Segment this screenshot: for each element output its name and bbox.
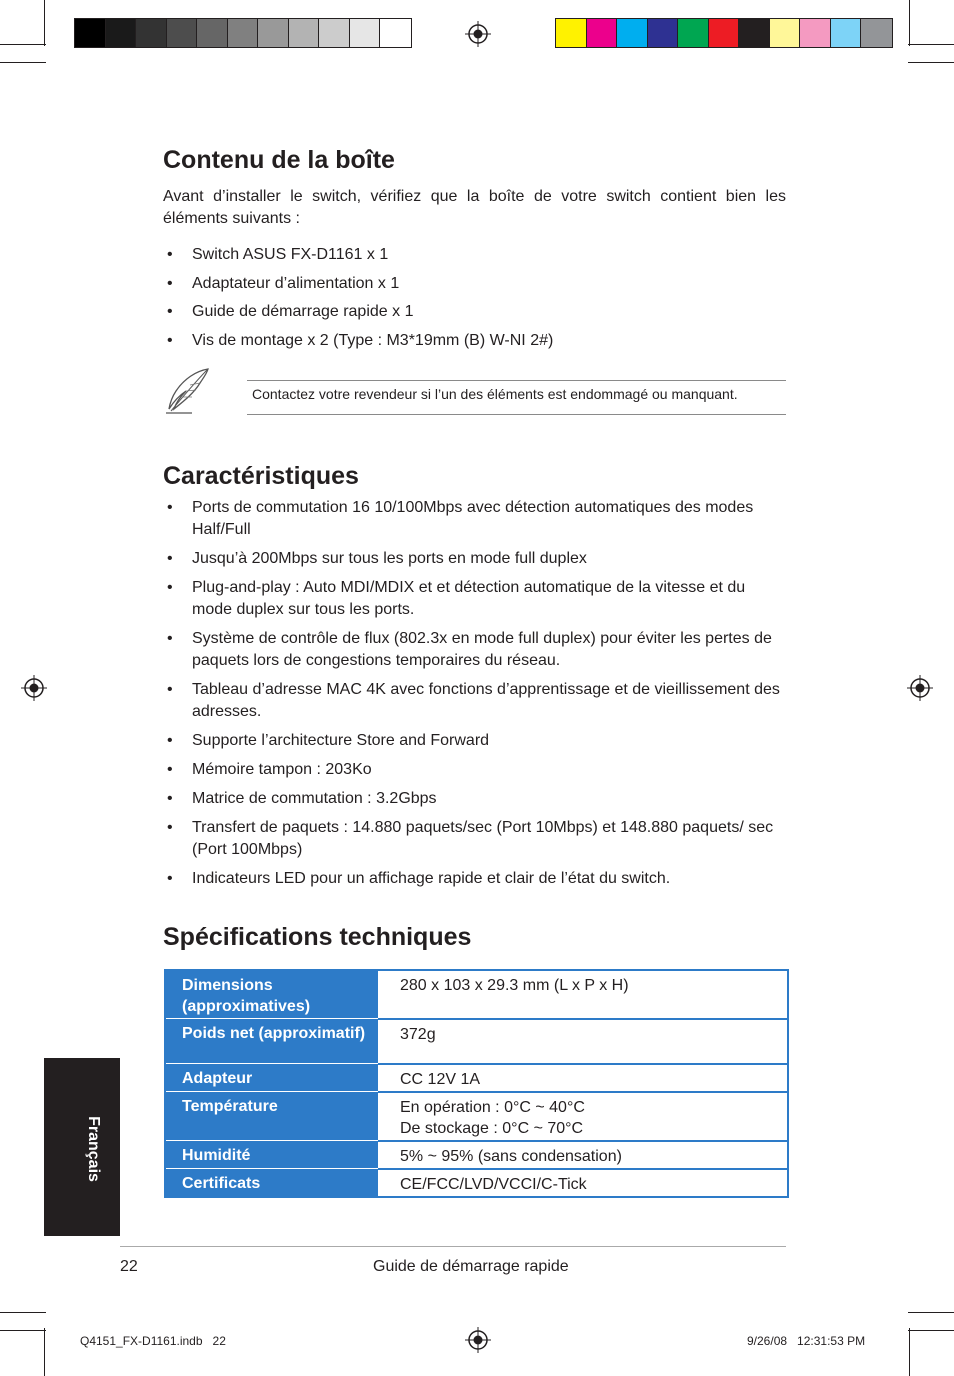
spec-value: En opération : 0°C ~ 40°C De stockage : 0°C ~ 70°C [378,1092,788,1141]
color-swatch [380,19,411,47]
color-swatch [167,19,198,47]
list-item: • Transfert de paquets : 14.880 paquets/sec (Port 10Mbps) et 148.880 paquets/ sec (Port 100Mbps) [167,819,774,858]
color-swatch [800,19,831,47]
grayscale-color-bar [74,18,412,48]
color-swatch [75,19,106,47]
list-item: • Jusqu’à 200Mbps sur tous les ports en mode full duplex [167,550,587,567]
crop-mark [908,1312,954,1313]
crop-mark [44,1328,45,1376]
registration-target-icon [907,675,933,701]
section-title-features: Caractéristiques [163,462,359,490]
crop-mark [909,0,910,46]
list-item: • Système de contrôle de flux (802.3x en mode full duplex) pour éviter les pertes de paquets lors de congestions temporaires du réseau. [167,630,772,669]
color-swatch [319,19,350,47]
table-row [165,1019,788,1064]
list-item: • Vis de montage x 2 (Type : M3*19mm (B) W-NI 2#) [167,331,554,349]
note-divider [247,414,786,415]
color-swatch [350,19,381,47]
list-item: • Tableau d’adresse MAC 4K avec fonctions d’apprentissage et de vieillissement des adresses. [167,681,780,720]
color-swatch [709,19,740,47]
section-title-contents: Contenu de la boîte [163,146,395,174]
note-divider [247,380,786,381]
color-swatch [831,19,862,47]
crop-mark [0,62,46,63]
section-title-specs: Spécifications techniques [163,923,472,951]
language-tab-label: Français [84,1116,102,1182]
note-text: Contactez votre revendeur si l’un des éléments est endommagé ou manquant. [252,386,738,402]
list-item: • Mémoire tampon : 203Ko [167,761,372,778]
list-item: • Matrice de commutation : 3.2Gbps [167,790,437,807]
crop-mark [0,1312,46,1313]
language-tab [44,1058,120,1236]
table-row [165,1092,788,1141]
registration-target-icon [465,1327,491,1353]
list-item: • Indicateurs LED pour un affichage rapide et clair de l’état du switch. [167,870,671,887]
color-swatch [197,19,228,47]
spec-value: CC 12V 1A [378,1064,788,1092]
color-swatch [739,19,770,47]
crop-mark [908,1330,954,1331]
color-swatch [617,19,648,47]
spec-label: Certificats [165,1169,378,1197]
features-list [163,497,786,890]
cmyk-color-bar [555,18,893,48]
print-slug-file: Q4151_FX-D1161.indb 22 [80,1334,226,1348]
table-row [165,1064,788,1092]
crop-mark [0,1330,46,1331]
color-swatch [861,19,892,47]
crop-mark [44,0,45,46]
list-item: • Switch ASUS FX-D1161 x 1 [167,246,389,263]
color-swatch [556,19,587,47]
color-swatch [289,19,320,47]
color-swatch [228,19,259,47]
spec-label: Dimensions (approximatives) [165,970,378,1019]
list-item: • Plug-and-play : Auto MDI/MDIX et et détection automatique de la vitesse et du mode duplex sur tous les ports. [167,579,746,618]
color-swatch [678,19,709,47]
color-swatch [770,19,801,47]
intro-paragraph: Avant d’installer le switch, vérifiez que la boîte de votre switch contient bien les éléments suivants : [163,188,786,227]
crop-mark [0,44,46,45]
table-row [165,1169,788,1197]
crop-mark [908,44,954,45]
package-contents-list [163,244,786,352]
list-item: • Adaptateur d’alimentation x 1 [167,274,400,292]
crop-mark [909,1328,910,1376]
table-row [165,970,788,1019]
color-swatch [587,19,618,47]
footer-guide-title: Guide de démarrage rapide [373,1258,569,1275]
print-slug-date: 9/26/08 12:31:53 PM [747,1334,866,1348]
registration-target-icon [465,21,491,47]
specifications-table [164,969,789,1198]
feather-pen-icon [162,367,212,415]
spec-value: 372g [378,1019,788,1064]
crop-mark [908,62,954,63]
list-item: • Supporte l’architecture Store and Forward [167,732,490,749]
page-number: 22 [120,1258,138,1275]
spec-value: CE/FCC/LVD/VCCI/C-Tick [400,1175,587,1193]
spec-value: 280 x 103 x 29.3 mm (L x P x H) [378,970,788,1019]
color-swatch [648,19,679,47]
table-row [165,1141,788,1169]
spec-label: Poids net (approximatif) [165,1019,378,1064]
registration-target-icon [21,675,47,701]
spec-value: 5% ~ 95% (sans condensation) [378,1141,788,1169]
spec-label: Adapteur [165,1064,378,1092]
footer-divider [120,1246,786,1247]
spec-label: Température [165,1092,378,1141]
color-swatch [136,19,167,47]
list-item: • Guide de démarrage rapide x 1 [167,303,414,320]
spec-label: Humidité [165,1141,378,1169]
list-item: • Ports de commutation 16 10/100Mbps avec détection automatiques des modes Half/Full [167,499,754,538]
color-swatch [258,19,289,47]
color-swatch [106,19,137,47]
